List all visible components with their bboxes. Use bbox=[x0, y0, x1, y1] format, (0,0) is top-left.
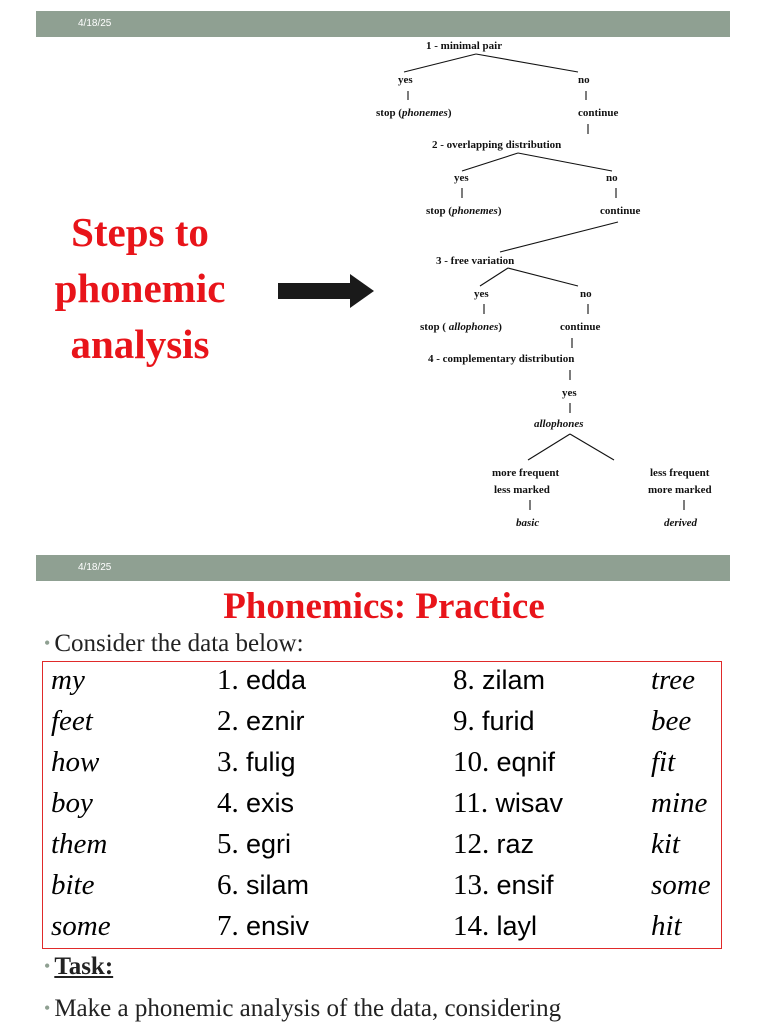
item-word: zilam bbox=[482, 665, 546, 695]
slide-date: 4/18/25 bbox=[78, 18, 112, 29]
item-cell bbox=[453, 746, 555, 779]
item-word: ensif bbox=[496, 870, 554, 900]
item-number: 5. bbox=[217, 828, 239, 860]
item-number: 9. bbox=[453, 705, 475, 737]
yes-label: yes bbox=[398, 74, 413, 86]
table-row bbox=[43, 787, 721, 829]
gloss-cell: my bbox=[51, 664, 85, 696]
continue-label: continue bbox=[578, 107, 619, 119]
item-cell bbox=[217, 705, 305, 738]
item-cell bbox=[217, 787, 294, 820]
allophones-label: allophones bbox=[534, 418, 584, 430]
item-number: 2. bbox=[217, 705, 239, 737]
item-word: layl bbox=[496, 911, 538, 941]
item-cell bbox=[217, 664, 306, 697]
bullet-icon: • bbox=[44, 633, 51, 653]
step2-label: 2 - overlapping distribution bbox=[432, 139, 562, 151]
gloss-cell: some bbox=[651, 869, 711, 901]
item-number: 12. bbox=[453, 828, 490, 860]
item-number: 13. bbox=[453, 869, 490, 901]
task-label: Task: bbox=[54, 953, 114, 980]
item-number: 1. bbox=[217, 664, 239, 696]
yes-label: yes bbox=[562, 387, 577, 399]
table-row bbox=[43, 705, 721, 747]
bullet-item bbox=[44, 953, 113, 981]
gloss-cell: feet bbox=[51, 705, 93, 737]
title-line: analysis bbox=[70, 321, 210, 367]
item-cell bbox=[453, 828, 534, 861]
less-marked-label: less marked bbox=[494, 484, 550, 496]
gloss-cell: hit bbox=[651, 910, 682, 942]
gloss-cell: mine bbox=[651, 787, 708, 819]
item-word: eqnif bbox=[496, 747, 556, 777]
gloss-cell: boy bbox=[51, 787, 93, 819]
slide-title bbox=[20, 204, 260, 372]
item-word: egri bbox=[246, 829, 292, 859]
table-row bbox=[43, 664, 721, 706]
item-number: 14. bbox=[453, 910, 490, 942]
item-cell bbox=[217, 828, 291, 861]
table-row bbox=[43, 869, 721, 911]
continue-label: continue bbox=[560, 321, 601, 333]
item-number: 7. bbox=[217, 910, 239, 942]
table-row bbox=[43, 828, 721, 870]
no-label: no bbox=[580, 288, 592, 300]
item-cell bbox=[453, 787, 563, 820]
yes-label: yes bbox=[474, 288, 489, 300]
no-label: no bbox=[578, 74, 590, 86]
gloss-cell: bee bbox=[651, 705, 692, 737]
item-word: exis bbox=[246, 788, 295, 818]
bullet-item bbox=[44, 630, 304, 658]
item-word: ensiv bbox=[246, 911, 310, 941]
step4-label: 4 - complementary distribution bbox=[428, 353, 575, 365]
bullet-item bbox=[44, 995, 561, 1023]
item-number: 11. bbox=[453, 787, 489, 819]
item-word: furid bbox=[482, 706, 535, 736]
more-frequent-label: more frequent bbox=[492, 467, 560, 479]
stop-allophones-label: stop ( allophones) bbox=[420, 321, 502, 333]
continue-label: continue bbox=[600, 205, 641, 217]
gloss-cell: fit bbox=[651, 746, 676, 778]
gloss-cell: kit bbox=[651, 828, 680, 860]
table-row bbox=[43, 910, 721, 952]
item-cell bbox=[453, 705, 535, 738]
decision-tree-diagram bbox=[368, 36, 730, 536]
gloss-cell: bite bbox=[51, 869, 95, 901]
slide-date: 4/18/25 bbox=[78, 562, 112, 573]
item-cell bbox=[217, 869, 309, 902]
item-word: eznir bbox=[246, 706, 305, 736]
item-number: 4. bbox=[217, 787, 239, 819]
item-word: raz bbox=[496, 829, 535, 859]
right-arrow-icon bbox=[278, 274, 376, 308]
stop-phonemes-label: stop (phonemes) bbox=[376, 107, 452, 119]
item-cell bbox=[453, 869, 554, 902]
yes-label: yes bbox=[454, 172, 469, 184]
table-row bbox=[43, 746, 721, 788]
item-cell bbox=[217, 910, 309, 943]
item-cell bbox=[453, 910, 537, 943]
item-word: silam bbox=[246, 870, 310, 900]
gloss-cell: some bbox=[51, 910, 111, 942]
basic-label: basic bbox=[516, 517, 540, 529]
item-word: wisav bbox=[495, 788, 563, 818]
item-number: 10. bbox=[453, 746, 490, 778]
gloss-cell: them bbox=[51, 828, 108, 860]
item-word: edda bbox=[246, 665, 307, 695]
item-word: fulig bbox=[246, 747, 296, 777]
bullet-text: Make a phonemic analysis of the data, considering bbox=[54, 995, 562, 1022]
title-line: phonemic bbox=[54, 265, 226, 311]
item-number: 6. bbox=[217, 869, 239, 901]
step3-label: 3 - free variation bbox=[436, 255, 515, 267]
slide-title: Phonemics: Practice bbox=[223, 586, 545, 627]
no-label: no bbox=[606, 172, 618, 184]
item-cell bbox=[453, 664, 545, 697]
slide-header-bar bbox=[36, 555, 730, 581]
stop-phonemes-label: stop (phonemes) bbox=[426, 205, 502, 217]
item-number: 3. bbox=[217, 746, 239, 778]
derived-label: derived bbox=[664, 517, 697, 529]
less-frequent-label: less frequent bbox=[650, 467, 710, 479]
gloss-cell: how bbox=[51, 746, 100, 778]
slide-header-bar bbox=[36, 11, 730, 37]
more-marked-label: more marked bbox=[648, 484, 712, 496]
data-table bbox=[42, 661, 722, 949]
bullet-icon: • bbox=[44, 998, 51, 1018]
gloss-cell: tree bbox=[651, 664, 696, 696]
title-line: Steps to bbox=[71, 209, 209, 255]
bullet-icon: • bbox=[44, 956, 51, 976]
item-cell bbox=[217, 746, 296, 779]
bullet-text: Consider the data below: bbox=[54, 630, 304, 657]
item-number: 8. bbox=[453, 664, 475, 696]
step1-label: 1 - minimal pair bbox=[426, 40, 503, 52]
